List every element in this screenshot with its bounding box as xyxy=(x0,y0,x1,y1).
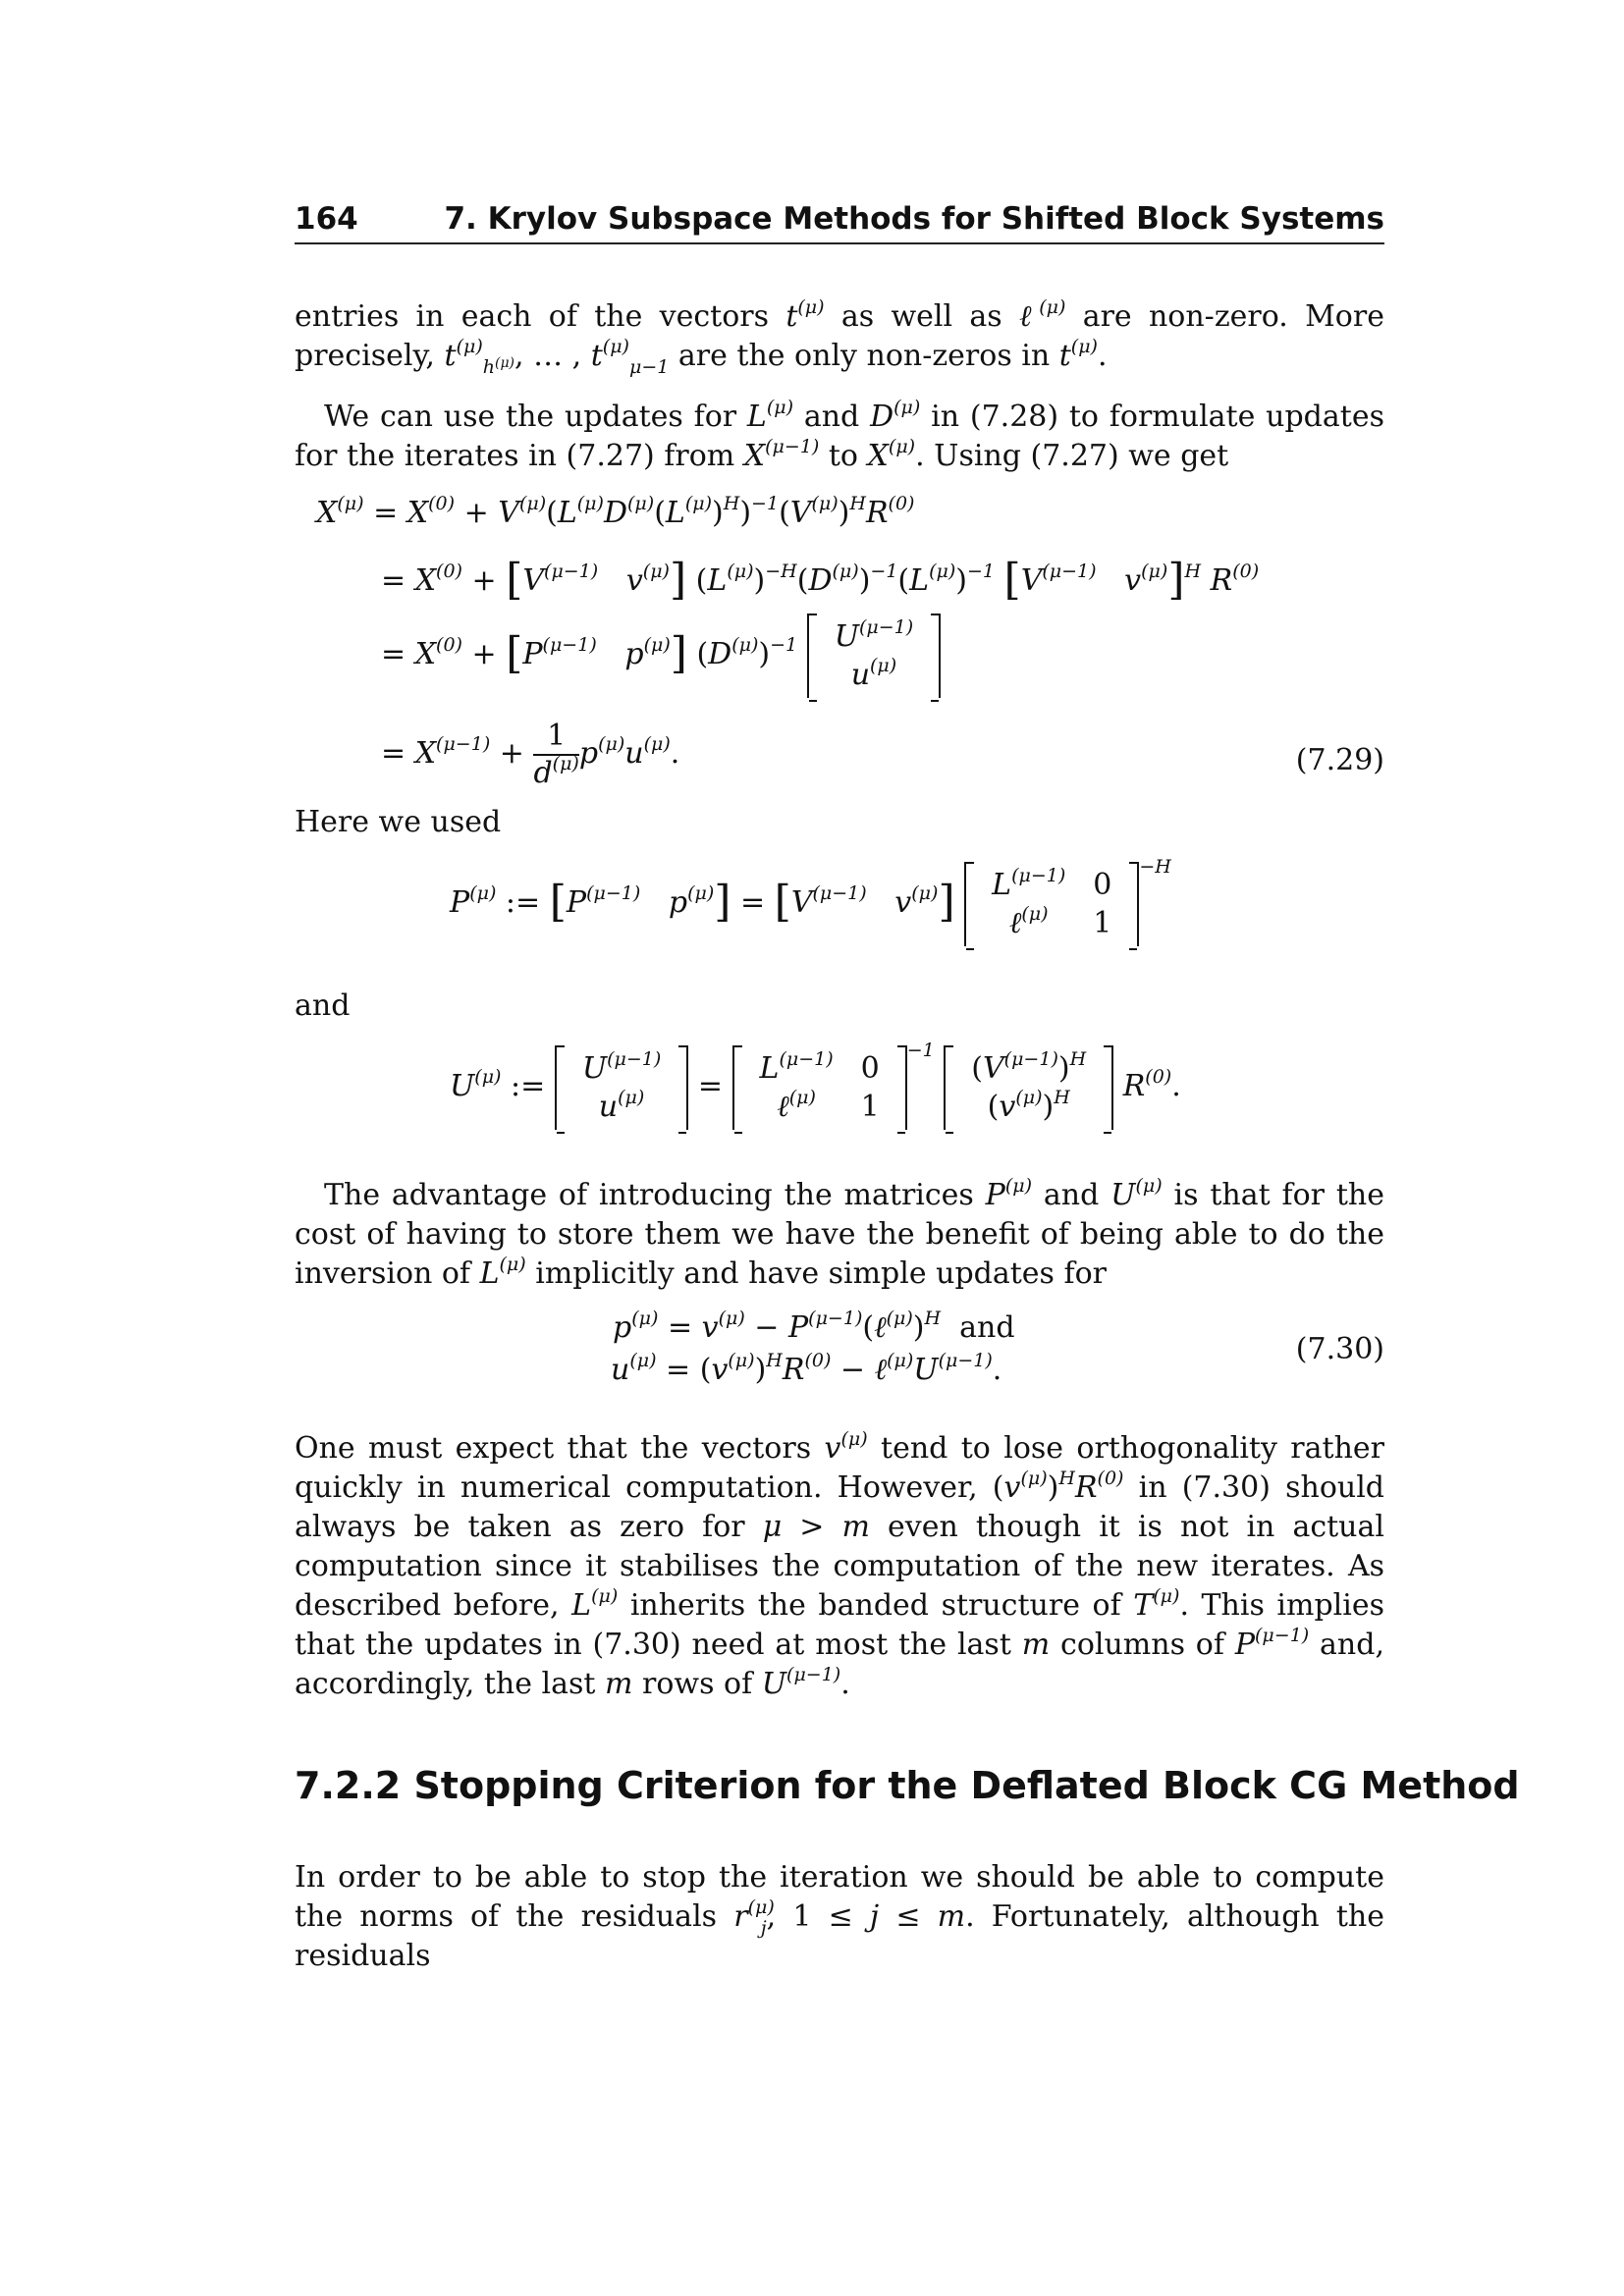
here-we-used: Here we used xyxy=(295,805,502,839)
p2-text-a: We can use the updates for xyxy=(324,400,737,434)
eq-730-line-2: $u^{(\mu)} = (v^{(\mu)})^HR^{(0)}$ − $\ell^{(\mu)}U^{(\mu-1)}$. xyxy=(611,1350,1002,1387)
p4-text-d: even though it is not in actual computation since it stabilises the computation of the new iterates. As described before, xyxy=(295,1510,1384,1623)
p2-text-d: to xyxy=(828,439,858,473)
section-heading xyxy=(295,1764,1520,1807)
eq-729-line-1: $X^{(\mu)} = X^{(0)} + V^{(\mu)}(L^{(\mu)}D^{(\mu)}(L^{(\mu)})^H)^{-1}(V^{(\mu)})^HR^{(0)}$ xyxy=(316,493,915,530)
matrix-l-block-2: $L^{(\mu-1)}$ 0 ℓ$^{(\mu)}$ 1 xyxy=(732,1045,907,1130)
p2-text-c: in (7.28) to formulate updates for the iterates in (7.27) from xyxy=(295,400,1384,473)
and-text: and xyxy=(295,988,351,1023)
p4-text-i: rows of xyxy=(642,1667,753,1701)
p4-text-c: in (7.30) should always be taken as zero for xyxy=(295,1470,1385,1544)
p3-text-a: The advantage of introducing the matrices xyxy=(324,1178,974,1212)
paragraph-5: In order to be able to stop the iteration we should be able to compute the norms of the residuals $r^{(\mu)}_j$, 1 ≤ j ≤ m. Fortunately, although the residuals xyxy=(295,1860,1384,1973)
eq-730-label: (7.30) xyxy=(1295,1332,1384,1366)
p3-text-c: is that for the cost of having to store them we have the benefit of being able to do the inversion of xyxy=(295,1178,1384,1291)
chapter-title: 7. Krylov Subspace Methods for Shifted Block Systems xyxy=(444,201,1384,237)
eq-729-line-4: = $X^{(\mu-1)}$ + $\frac{1}{d^{(\mu)}}$ $p^{(\mu)}u^{(\mu)}$. xyxy=(381,719,680,790)
p1-text-c: are non-zero. More precisely, xyxy=(295,299,1384,373)
page-number: 164 xyxy=(295,201,358,237)
p4-text-f: . This implies that the updates in (7.30) need at most the last xyxy=(295,1588,1385,1662)
eq-u-definition: $U^{(\mu)}$ := $U^{(\mu-1)}$ $u^{(\mu)}$ = $L^{(\mu-1)}$ 0 ℓ$^{(\mu)}$ 1 $^{-1}$ $(V^{(\mu-1)})^H$ $(v^{(\mu)})^H$ $R^{(0)}$. xyxy=(450,1045,1181,1130)
p5-text-a: In order to be able to stop the iteration we should be able to compute the norms of the residuals xyxy=(295,1860,1384,1934)
p2-text-b: and xyxy=(803,400,860,434)
p1-text-a: entries in each of the vectors xyxy=(295,299,770,334)
eq-p-definition: $P^{(\mu)}$ := [$P^{(\mu-1)}$ $p^{(\mu)}] = [V^{(\mu-1)}$ $v^{(\mu)}$] $L^{(\mu-1)}$ 0 ℓ$^{(\mu)}$ 1 $^{-H}$ xyxy=(450,862,1171,946)
eq-729-line-2: = $X^{(0)} + [V^{(\mu-1)}$ $v^{(\mu)}$] $(L^{(\mu)})^{-H}(D^{(\mu)})^{-1}(L^{(\mu)})^{-1}$ [$V^{(\mu-1)}$ $v^{(\mu)}]^H$ $R^{(0)}$ xyxy=(381,555,1260,605)
eq-729-label: (7.29) xyxy=(1295,743,1384,777)
matrix-l-block: $L^{(\mu-1)}$ 0 ℓ$^{(\mu)}$ 1 xyxy=(964,862,1139,946)
section-number: 7.2.2 xyxy=(295,1764,402,1807)
paragraph-4: One must expect that the vectors $v^{(\mu)}$ tend to lose orthogonality rather quickly in numerical computation. However, $(v^{(\mu)})^HR^{(0)}$ in (7.30) should always be taken as zero for μ > m even though it is not in actual computation since it stabilises the computation of the new iterates. As described before, $L^{(\mu)}$ inherits the banded structure of $T^{(\mu)}$. This implies that the updates in (7.30) need at most the last m columns of $P^{(\mu-1)}$ and, accordingly, the last m rows of $U^{(\mu-1)}$. xyxy=(295,1428,1385,1701)
p4-text-h: and, accordingly, the last xyxy=(295,1628,1384,1701)
p3-text-b: and xyxy=(1043,1178,1100,1212)
matrix-vh-stack: $(V^{(\mu-1)})^H$ $(v^{(\mu)})^H$ xyxy=(944,1045,1113,1130)
paragraph-3: The advantage of introducing the matrices $P^{(\mu)}$ and $U^{(\mu)}$ is that for the cost of having to store them we have the benefit of being able to do the inversion of $L^{(\mu)}$ implicitly and have simple updates for xyxy=(295,1175,1384,1291)
fraction-1-over-d: $\frac{1}{d^{(\mu)}}$ xyxy=(533,719,579,790)
eq-730-line-1: $p^{(\mu)} = v^{(\mu)}$ − $P^{(\mu-1)}(\ell^{(\mu)})^H$ and xyxy=(613,1308,1015,1345)
section-title: Stopping Criterion for the Deflated Block CG Method xyxy=(413,1764,1520,1807)
p4-text-e: inherits the banded structure of xyxy=(629,1588,1121,1623)
p4-text-b: tend to lose orthogonality rather quickly in numerical computation. However, xyxy=(295,1431,1384,1505)
eq-730-and: and xyxy=(959,1310,1015,1345)
p4-text-g: columns of xyxy=(1060,1628,1224,1662)
p4-text-a: One must expect that the vectors xyxy=(295,1431,812,1466)
paragraph-2: We can use the updates for $L^{(\mu)}$ and $D^{(\mu)}$ in (7.28) to formulate updates for the iterates in (7.27) from $X^{(\mu-1)}$ to $X^{(\mu)}$. Using (7.27) we get xyxy=(295,397,1384,473)
paragraph-1: entries in each of the vectors $t^{(\mu)}$ as well as ℓ$^{(\mu)}$ are non-zero. More precisely, $t^{(\mu)}_{h^{(\mu)}}$, … , $t^{(\mu)}_{\mu-1}$ are the only non-zeros in $t^{(\mu)}$. xyxy=(295,296,1384,378)
p5-text-b: . Fortunately, although the residuals xyxy=(295,1899,1384,1973)
p2-text-e: . Using (7.27) we get xyxy=(915,439,1229,473)
running-head xyxy=(295,201,1384,244)
p1-text-b: as well as xyxy=(840,299,1002,334)
matrix-u-def-stack: $U^{(\mu-1)}$ $u^{(\mu)}$ xyxy=(555,1045,688,1130)
eq-729-line-3: = $X^{(0)} + [P^{(\mu-1)}$ $p^{(\mu)}$] $(D^{(\mu)})^{-1}$ $U^{(\mu-1)}$ $u^{(\mu)}$ xyxy=(381,614,941,698)
matrix-u-stack: $U^{(\mu-1)}$ $u^{(\mu)}$ xyxy=(807,614,941,698)
p1-text-d: are the only non-zeros in xyxy=(677,339,1051,373)
p3-text-d: implicitly and have simple updates for xyxy=(535,1256,1107,1291)
